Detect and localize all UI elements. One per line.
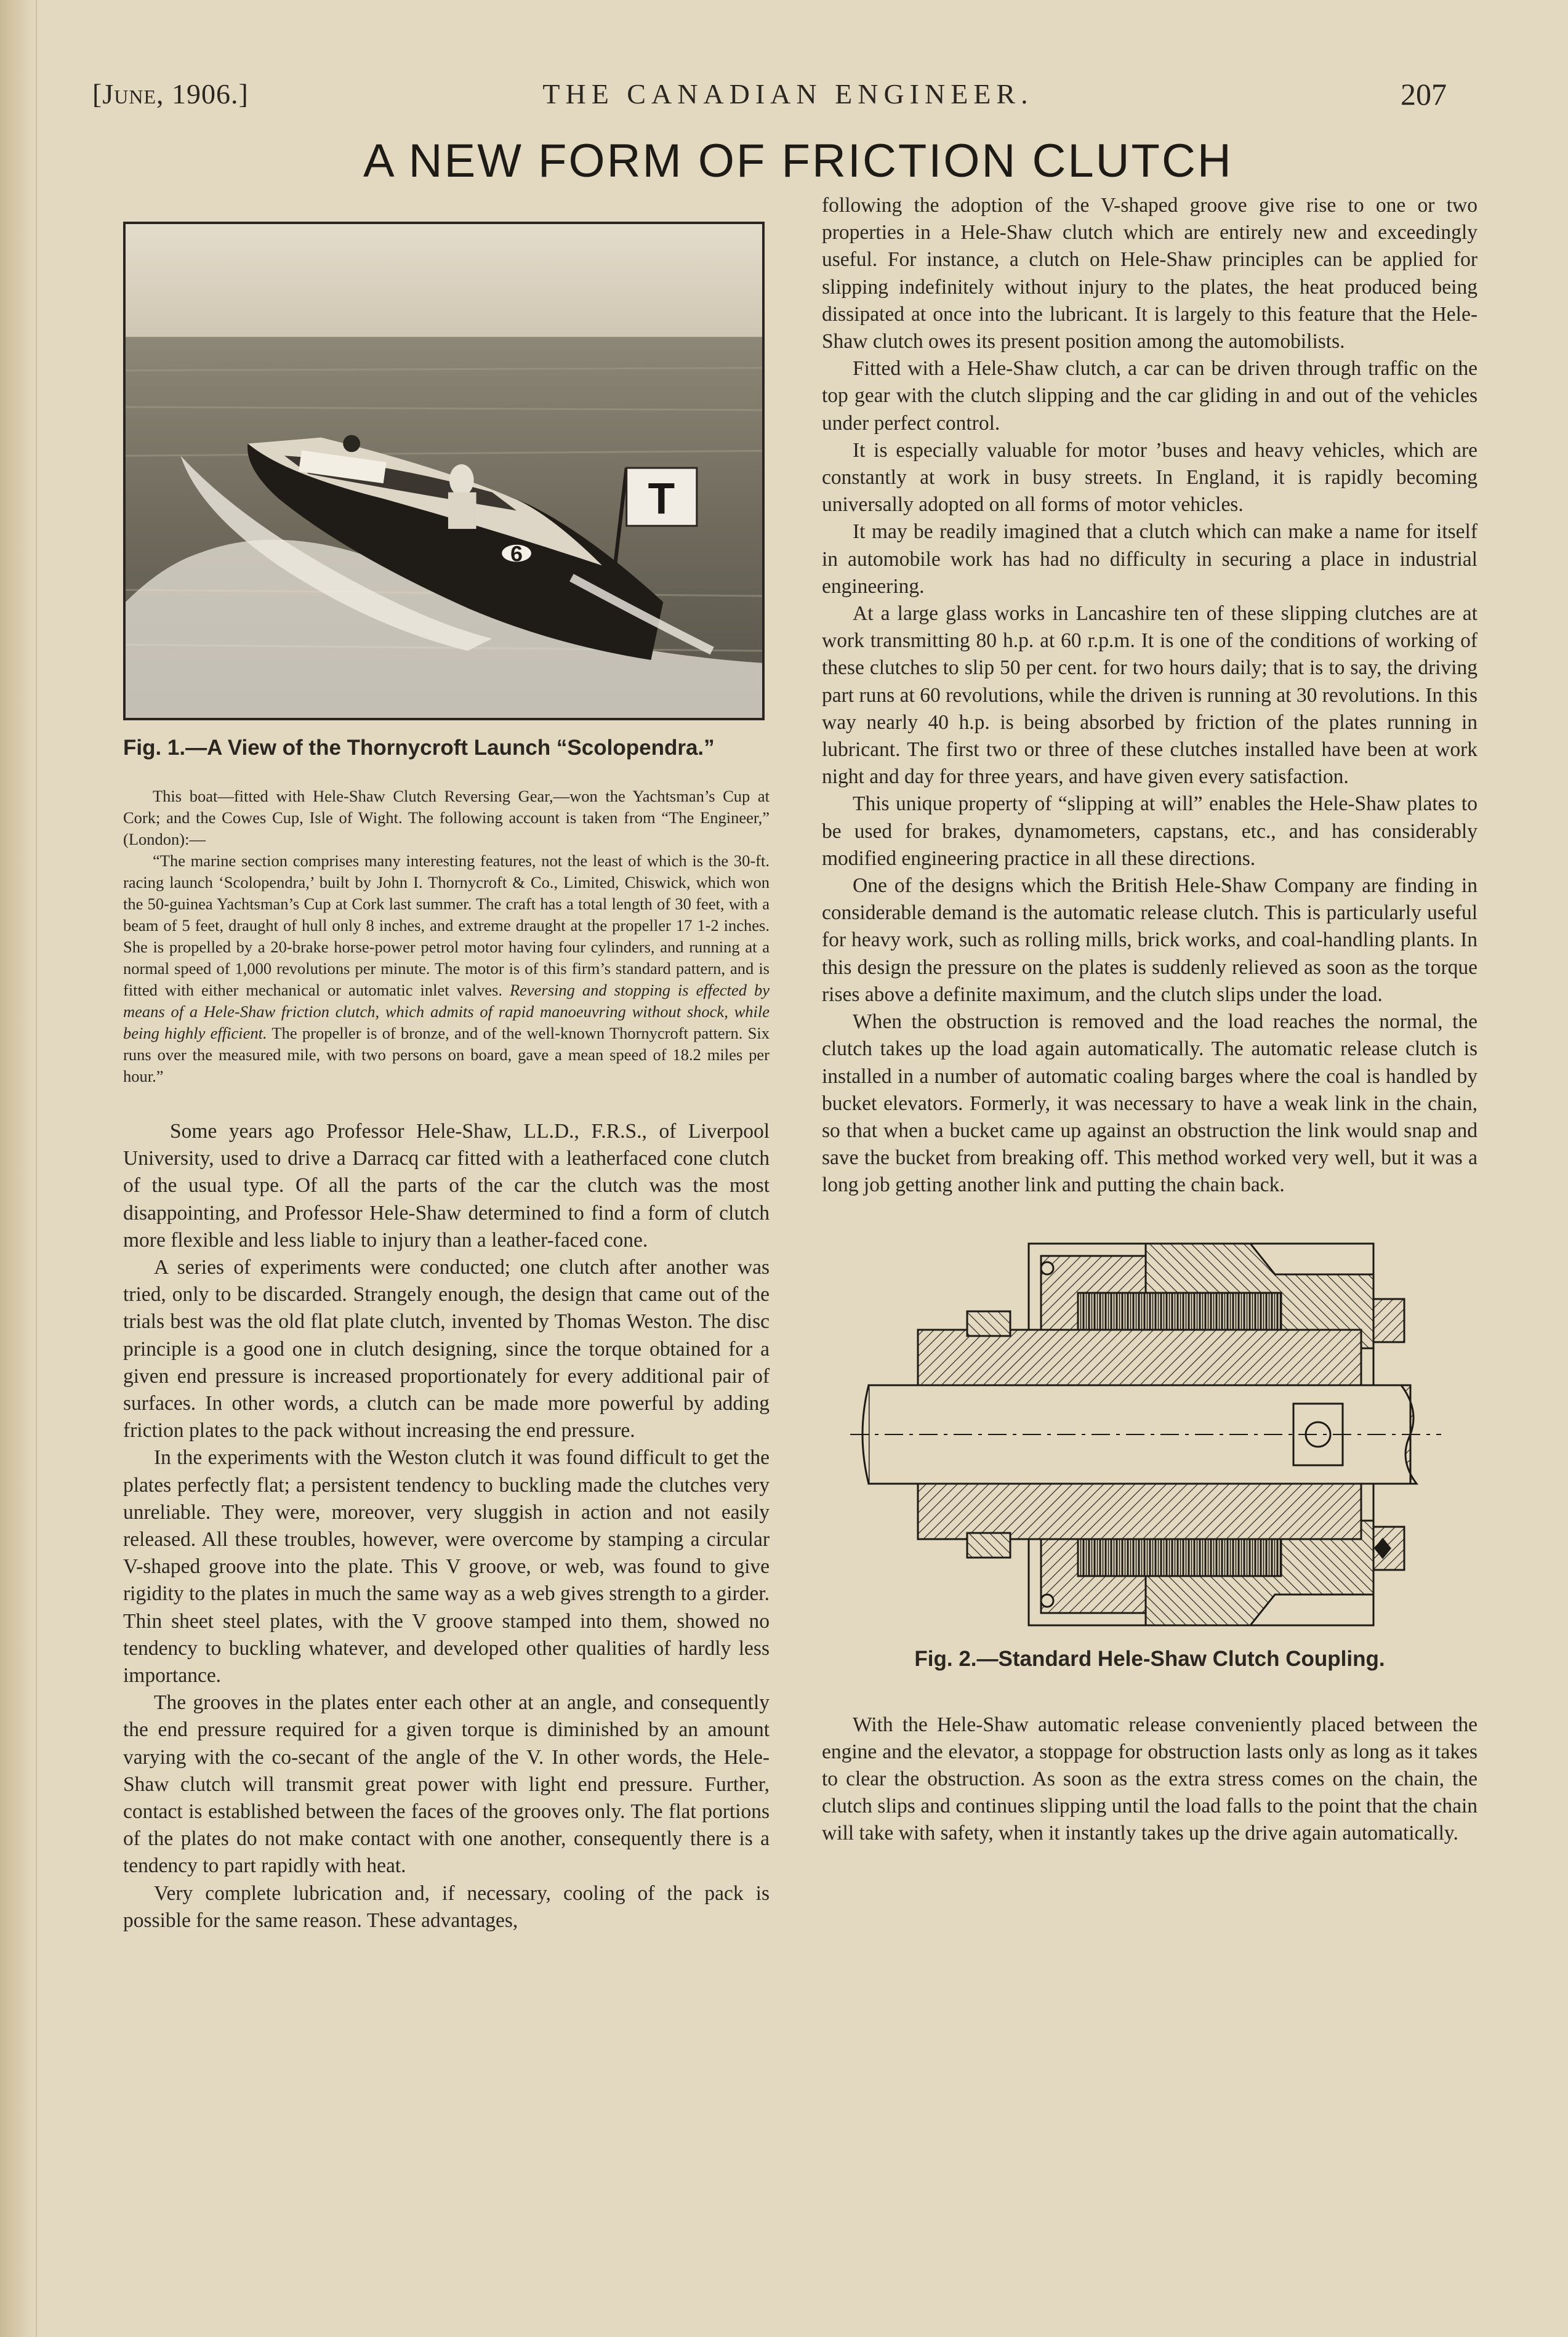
body-paragraph: This unique property of “slipping at will” enables the Hele-Shaw plates to be used for brakes, dynamometers, capstans, etc., and has considerably modified engineering practice in all these directions.	[822, 792, 1478, 870]
quote-text: “The marine section comprises many interesting features, not the least of which is the 30-ft. racing launch ‘Scolopendra,’ built by John I. Thornycroft & Co., Limited, Chiswick, which won the 50-guinea Yachtsman’s Cup at Cork last summer. The craft has a total length of 30 feet, with a beam of 5 feet, draught of hull only 8 inches, and extreme draught at the propeller 17 1-2 inches. She is propelled by a 20-brake horse-power petrol motor having four cylinders, and running at a normal speed of 1,000 revolutions per minute. The motor is of this firm’s standard pattern, and is fitted with either mechanical or automatic inlet valves.	[123, 851, 770, 999]
right-column	[822, 192, 1478, 1848]
body-paragraph: following the adoption of the V-shaped groove give rise to one or two properties in a Hele-Shaw clutch which are entirely new and exceedingly useful. For instance, a clutch on Hele-Shaw principles can be applied for slipping indefinitely without injury to the plates, the heat produced being dissipated at once into the lubricant. It is largely to this feature that the Hele-Shaw clutch owes its present position among the automobilists.	[822, 194, 1478, 353]
quote-italic-text: Reversing and stopping is effected by means of a Hele-Shaw friction clutch, which admits of rapid manoeuvring without shock, while being highly efficient.	[123, 981, 770, 1042]
figure2-caption: Fig. 2.—Standard Hele-Shaw Clutch Coupling.	[914, 1646, 1385, 1671]
page-number: 207	[1401, 77, 1447, 111]
figure1-caption: Fig. 1.—A View of the Thornycroft Launch “Scolopendra.”	[123, 736, 715, 760]
svg-text:6: 6	[510, 541, 523, 566]
body-paragraph: It is especially valuable for motor ’buses and heavy vehicles, which are constantly at work in busy streets. In England, it is rapidly becoming universally adopted on all forms of motor vehicles.	[822, 438, 1478, 517]
left-column	[123, 222, 770, 1934]
body-paragraph: At a large glass works in Lancashire ten of these slipping clutches are at work transmitting 80 h.p. at 60 r.p.m. It is one of the conditions of working of these clutches to slip 50 per cent. for two hours daily; that is to say, the driving part runs at 60 revolutions, while the driven is running at 30 revolutions. In this way nearly 40 h.p. is being absorbed by friction of the plates running in lubricant. The first two or three of these clutches installed have been at work night and day for three years, and have given every satisfaction.	[822, 602, 1478, 789]
body-paragraph: Fitted with a Hele-Shaw clutch, a car can be driven through traffic on the top gear with the clutch slipping and the car gliding in and out of the vehicles under perfect control.	[822, 357, 1478, 435]
clutch-coupling-diagram	[844, 1231, 1447, 1638]
quote-paragraph	[123, 850, 770, 1087]
body-paragraph: It may be readily imagined that a clutch which can make a name for itself in automobile work has had no difficulty in securing a place in industrial engineering.	[822, 520, 1478, 598]
intro-paragraph: This boat—fitted with Hele-Shaw Clutch Reversing Gear,—won the Yachtsman’s Cup at Cork; and the Cowes Cup, Isle of Wight. The following account is taken from “The Engineer,” (London):—	[123, 787, 770, 848]
page-binding-edge	[0, 0, 37, 2337]
body-paragraph: Some years ago Professor Hele-Shaw, LL.D., F.R.S., of Liverpool University, used to drive a Darracq car fitted with a leatherfaced cone clutch of the usual type. Of all the parts of the car the clutch was the most disappointing, and Professor Hele-Shaw determined to find a form of clutch more flexible and less liable to injury than a leather-faced cone.	[123, 1120, 770, 1252]
launch-photo	[123, 222, 765, 720]
body-paragraph: Very complete lubrication and, if necessary, cooling of the pack is possible for the same reason. These advantages,	[123, 1881, 770, 1932]
body-paragraph: The grooves in the plates enter each other at an angle, and consequently the end pressure required for a given torque is diminished by an amount varying with the co-secant of the angle of the V. In other words, the Hele-Shaw clutch will transmit great power with light end pressure. Further, contact is established between the faces of the grooves only. The flat portions of the plates do not make contact with one another, consequently there is a tendency to part rapidly with heat.	[123, 1691, 770, 1878]
running-head	[92, 73, 1447, 116]
body-paragraph: In the experiments with the Weston clutch it was found difficult to get the plates perfectly flat; a persistent tendency to buckling made the clutches very unreliable. They were, moreover, very sluggish in action and not easily released. All these troubles, however, were overcome by stamping a circular V-shaped groove into the plate. This V groove, or web, was found to give rigidity to the plates in much the same way as a web gives strength to a girder. Thin sheet steel plates, with the V groove stamped into them, showed no tendency to buckling whatever, and developed other qualities of hardly less importance.	[123, 1446, 770, 1687]
body-paragraph: When the obstruction is removed and the load reaches the normal, the clutch takes up the load again automatically. The automatic release clutch is installed in a number of automatic coaling barges where the coal is handled by bucket elevators. Formerly, it was necessary to have a weak link in the chain, so that when a bucket came up against an obstruction the link would snap and save the bucket from breaking off. This method worked very well, but it was a long job getting another link and putting the chain back.	[822, 1010, 1478, 1197]
body-paragraph: A series of experiments were conducted; one clutch after another was tried, only to be discarded. Strangely enough, the design that came out of the trials best was the old flat plate clutch, invented by Thomas Weston. The disc principle is a good one in clutch designing, since the torque obtained for a given end pressure is increased proportionately for every additional pair of surfaces. In other words, a clutch can be made more powerful by adding friction plates to the pack without increasing the end pressure.	[123, 1256, 770, 1442]
quote-text-end: The propeller is of bronze, and of the well-known Thornycroft pattern. Six runs over the measured mile, with two persons on board, gave a mean speed of 18.2 miles per hour.”	[123, 1024, 770, 1085]
issue-date: [June, 1906.]	[92, 78, 249, 110]
article-title: A NEW FORM OF FRICTION CLUTCH	[363, 135, 1233, 187]
journal-title: THE CANADIAN ENGINEER.	[542, 78, 1034, 110]
body-paragraph: With the Hele-Shaw automatic release conveniently placed between the engine and the elevator, a stoppage for obstruction lasts only as long as it takes to clear the obstruction. As soon as the extra stress comes on the chain, the clutch slips and continues slipping until the load falls to the point that the chain will take with safety, when it instantly takes up the drive again automatically.	[822, 1713, 1478, 1845]
launch-photo-image	[126, 224, 762, 718]
flag-letter: T	[648, 474, 675, 524]
body-paragraph: One of the designs which the British Hele-Shaw Company are finding in considerable demand is the automatic release clutch. This is particularly useful for heavy work, such as rolling mills, brick works, and coal-handling plants. In this design the pressure on the plates is suddenly relieved as soon as the torque rises above a definite maximum, and the clutch slips under the load.	[822, 874, 1478, 1006]
